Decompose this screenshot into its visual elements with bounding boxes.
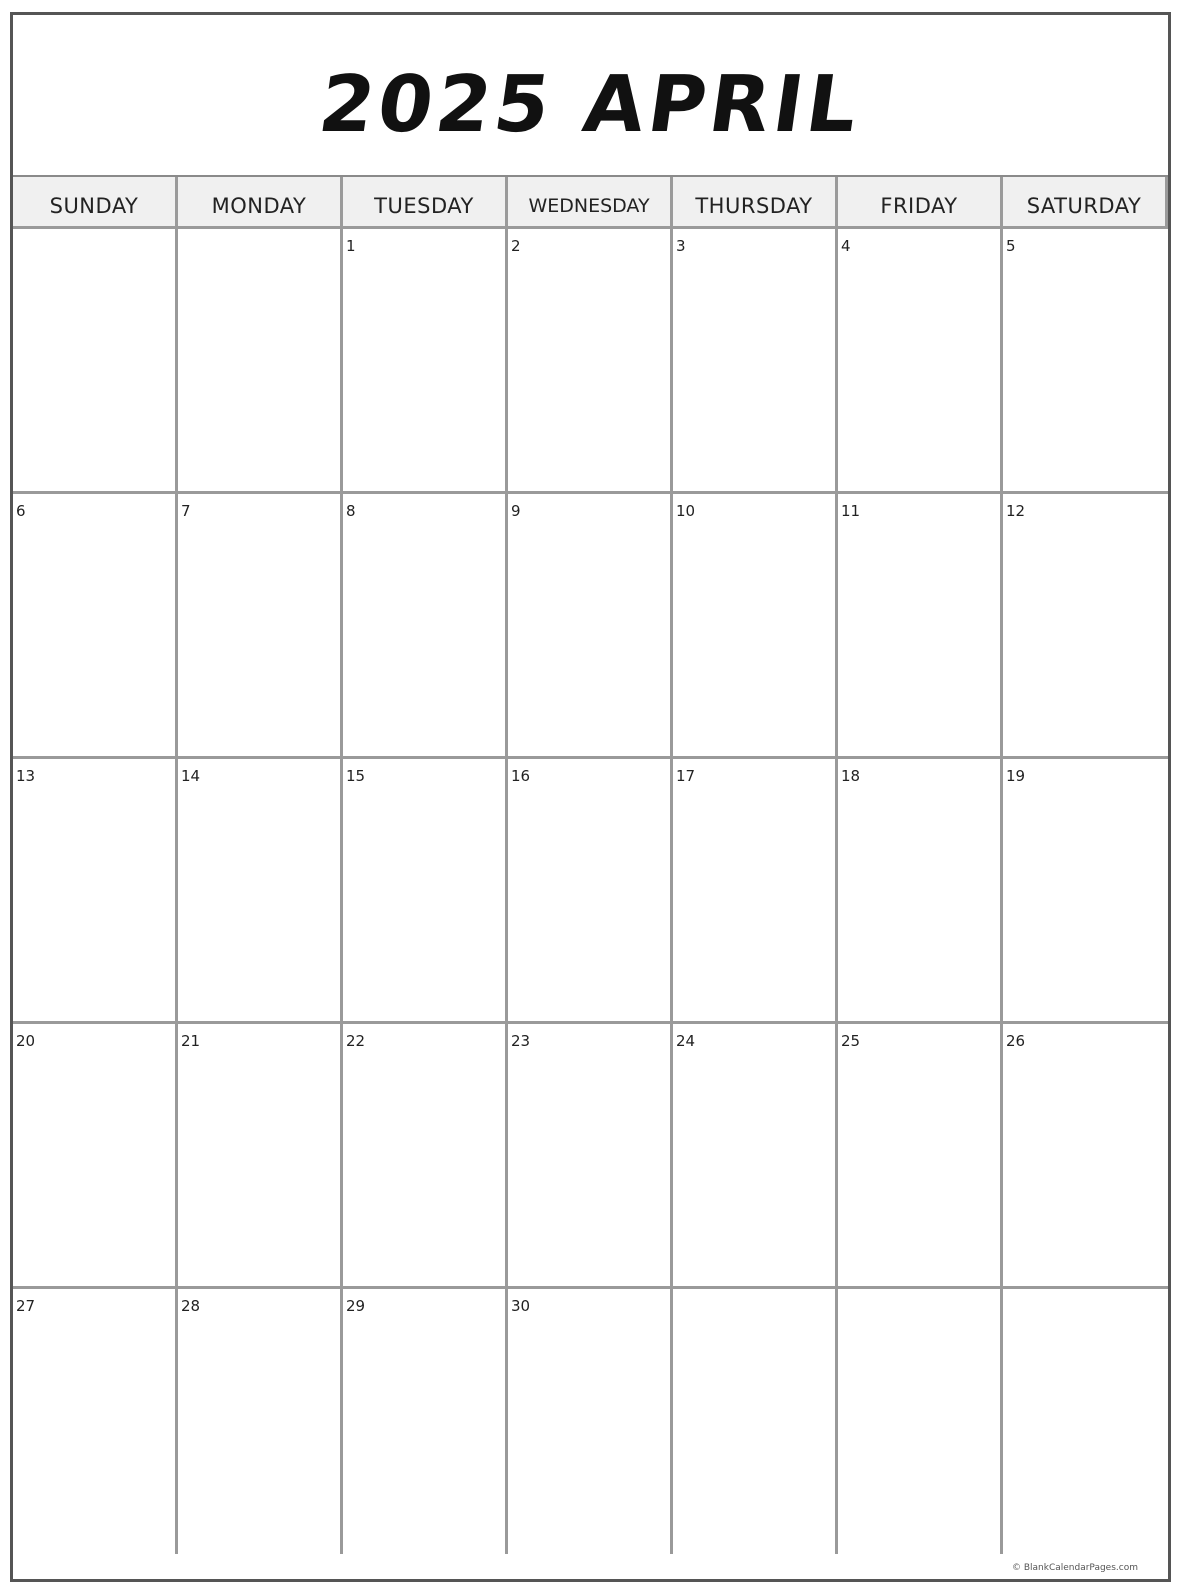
weekday-header-thursday: THURSDAY xyxy=(673,177,838,229)
day-number: 8 xyxy=(346,502,356,520)
day-cell[interactable] xyxy=(673,494,838,759)
day-cell[interactable] xyxy=(178,1024,343,1289)
copyright-credit: © BlankCalendarPages.com xyxy=(1012,1563,1138,1573)
day-number: 7 xyxy=(181,502,191,520)
day-cell[interactable] xyxy=(508,759,673,1024)
day-cell[interactable] xyxy=(1003,494,1168,759)
day-number: 20 xyxy=(16,1032,36,1050)
day-cell[interactable] xyxy=(343,1289,508,1554)
day-number: 22 xyxy=(346,1032,366,1050)
day-number: 11 xyxy=(841,502,861,520)
day-number: 29 xyxy=(346,1297,366,1315)
day-cell[interactable] xyxy=(508,494,673,759)
day-cell[interactable] xyxy=(508,1289,673,1554)
day-cell[interactable] xyxy=(13,759,178,1024)
day-cell[interactable] xyxy=(13,1289,178,1554)
day-number: 28 xyxy=(181,1297,201,1315)
day-number: 27 xyxy=(16,1297,36,1315)
day-cell[interactable] xyxy=(178,229,343,494)
day-number: 5 xyxy=(1006,237,1016,255)
day-cell[interactable] xyxy=(673,1024,838,1289)
day-cell[interactable] xyxy=(343,494,508,759)
day-cell[interactable] xyxy=(178,1289,343,1554)
day-number: 13 xyxy=(16,767,36,785)
day-number: 19 xyxy=(1006,767,1026,785)
day-number: 14 xyxy=(181,767,201,785)
day-cell[interactable] xyxy=(508,1024,673,1289)
weekday-header-friday: FRIDAY xyxy=(838,177,1003,229)
day-cell[interactable] xyxy=(508,229,673,494)
day-number: 18 xyxy=(841,767,861,785)
day-number: 12 xyxy=(1006,502,1026,520)
day-cell[interactable] xyxy=(673,1289,838,1554)
day-number: 1 xyxy=(346,237,356,255)
day-number: 9 xyxy=(511,502,521,520)
day-cell[interactable] xyxy=(13,229,178,494)
day-cell[interactable] xyxy=(1003,1289,1168,1554)
day-cell[interactable] xyxy=(13,494,178,759)
day-cell[interactable] xyxy=(178,494,343,759)
day-cell[interactable] xyxy=(838,229,1003,494)
weekday-header-sunday: SUNDAY xyxy=(13,177,178,229)
day-cell[interactable] xyxy=(343,1024,508,1289)
day-number: 25 xyxy=(841,1032,861,1050)
weekday-header-monday: MONDAY xyxy=(178,177,343,229)
day-number: 6 xyxy=(16,502,26,520)
day-number: 15 xyxy=(346,767,366,785)
day-number: 26 xyxy=(1006,1032,1026,1050)
day-cell[interactable] xyxy=(13,1024,178,1289)
day-number: 3 xyxy=(676,237,686,255)
weekday-header-saturday: SATURDAY xyxy=(1003,177,1168,229)
day-cell[interactable] xyxy=(838,759,1003,1024)
day-cell[interactable] xyxy=(1003,229,1168,494)
day-cell[interactable] xyxy=(178,759,343,1024)
calendar-sheet xyxy=(10,12,1171,1582)
day-number: 17 xyxy=(676,767,696,785)
calendar-title: 2025 APRIL xyxy=(313,60,868,150)
day-cell[interactable] xyxy=(838,494,1003,759)
day-cell[interactable] xyxy=(673,759,838,1024)
weekday-header-wednesday: WEDNESDAY xyxy=(508,177,673,229)
day-number: 23 xyxy=(511,1032,531,1050)
day-cell[interactable] xyxy=(343,759,508,1024)
day-cell[interactable] xyxy=(838,1024,1003,1289)
day-cell[interactable] xyxy=(1003,1024,1168,1289)
day-number: 4 xyxy=(841,237,851,255)
title-area xyxy=(13,15,1168,177)
day-cell[interactable] xyxy=(1003,759,1168,1024)
day-cell[interactable] xyxy=(673,229,838,494)
day-number: 10 xyxy=(676,502,696,520)
weekday-header-tuesday: TUESDAY xyxy=(343,177,508,229)
day-cell[interactable] xyxy=(838,1289,1003,1554)
day-cell[interactable] xyxy=(343,229,508,494)
calendar-grid xyxy=(13,177,1168,1554)
day-number: 24 xyxy=(676,1032,696,1050)
day-number: 30 xyxy=(511,1297,531,1315)
day-number: 2 xyxy=(511,237,521,255)
day-number: 21 xyxy=(181,1032,201,1050)
day-number: 16 xyxy=(511,767,531,785)
